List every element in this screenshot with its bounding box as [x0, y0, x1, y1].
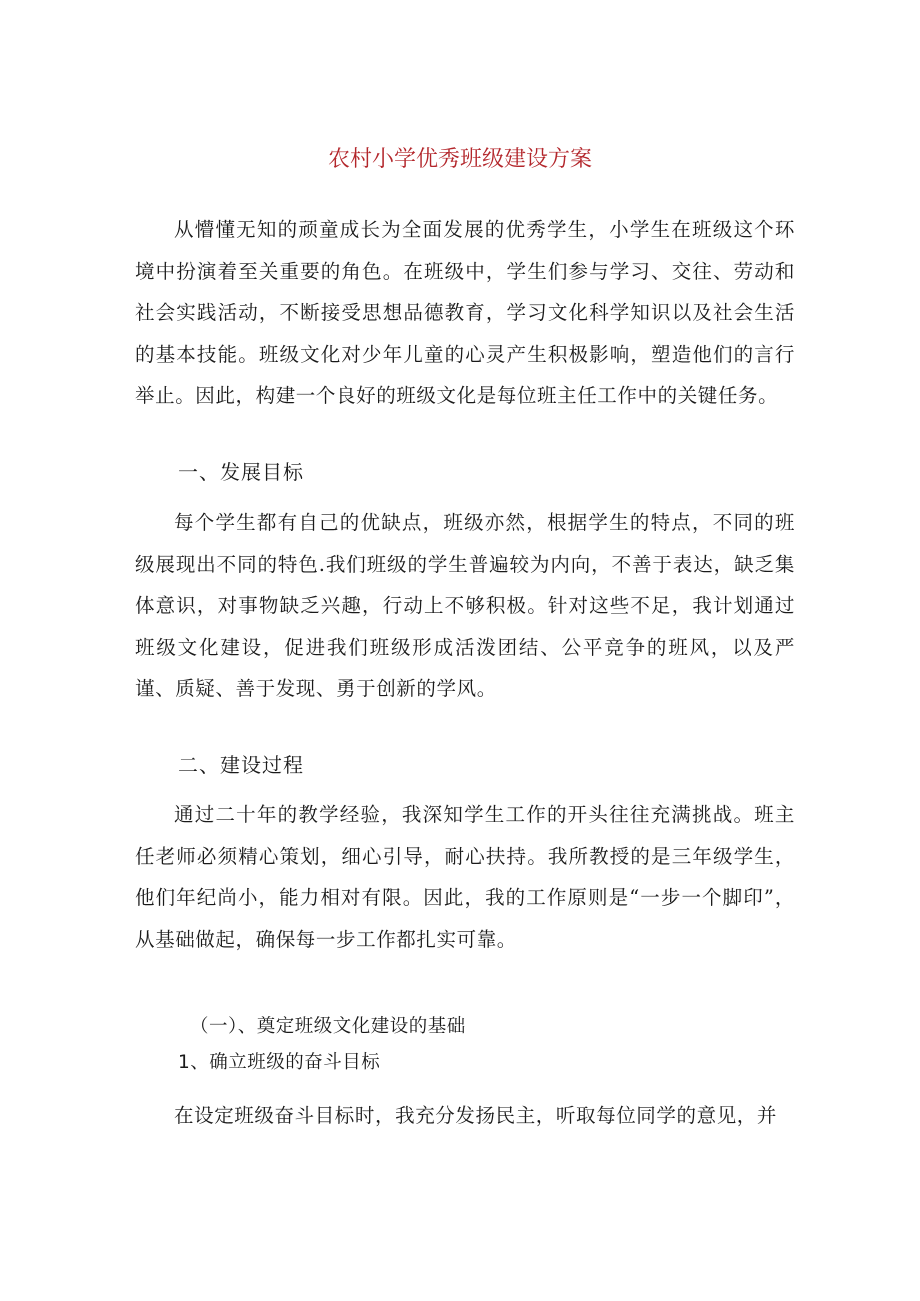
- item-heading-goal-setting: 1、确立班级的奋斗目标: [178, 1052, 381, 1073]
- intro-paragraph: 从懵懂无知的顽童成长为全面发展的优秀学生，小学生在班级这个环境中扮演着至关重要的角色。在班级中，学生们参与学习、交往、劳动和社会实践活动，不断接受思想品德教育，学习文化科学知识以及社会生活的基本技能。班级文化对少年儿童的心灵产生积极影响，塑造他们的言行举止。因此，构建一个良好的班级文化是每位班主任工作中的关键任务。: [135, 218, 795, 407]
- section-heading-goals: 一、发展目标: [178, 460, 304, 484]
- document-title: 农村小学优秀班级建设方案: [327, 147, 592, 172]
- process-paragraph: 通过二十年的教学经验，我深知学生工作的开头往往充满挑战。班主任老师必须精心策划，细心引导，耐心扶持。我所教授的是三年级学生，他们年纪尚小，能力相对有限。因此，我的工作原则是“一步一个脚印”，从基础做起，确保每一步工作都扎实可靠。: [135, 803, 795, 951]
- section-heading-process: 二、建设过程: [178, 753, 304, 777]
- goal-setting-paragraph: 在设定班级奋斗目标时，我充分发扬民主，听取每位同学的意见，并: [174, 1104, 778, 1127]
- subsection-heading-foundation: （一）、奠定班级文化建设的基础: [190, 1016, 466, 1037]
- goals-paragraph: 每个学生都有自己的优缺点，班级亦然，根据学生的特点，不同的班级展现出不同的特色.我们班级的学生普遍较为内向，不善于表达，缺乏集体意识，对事物缺乏兴趣，行动上不够积极。针对这些不足，我计划通过班级文化建设，促进我们班级形成活泼团结、公平竞争的班风，以及严谨、质疑、善于发现、勇于创新的学风。: [135, 511, 795, 700]
